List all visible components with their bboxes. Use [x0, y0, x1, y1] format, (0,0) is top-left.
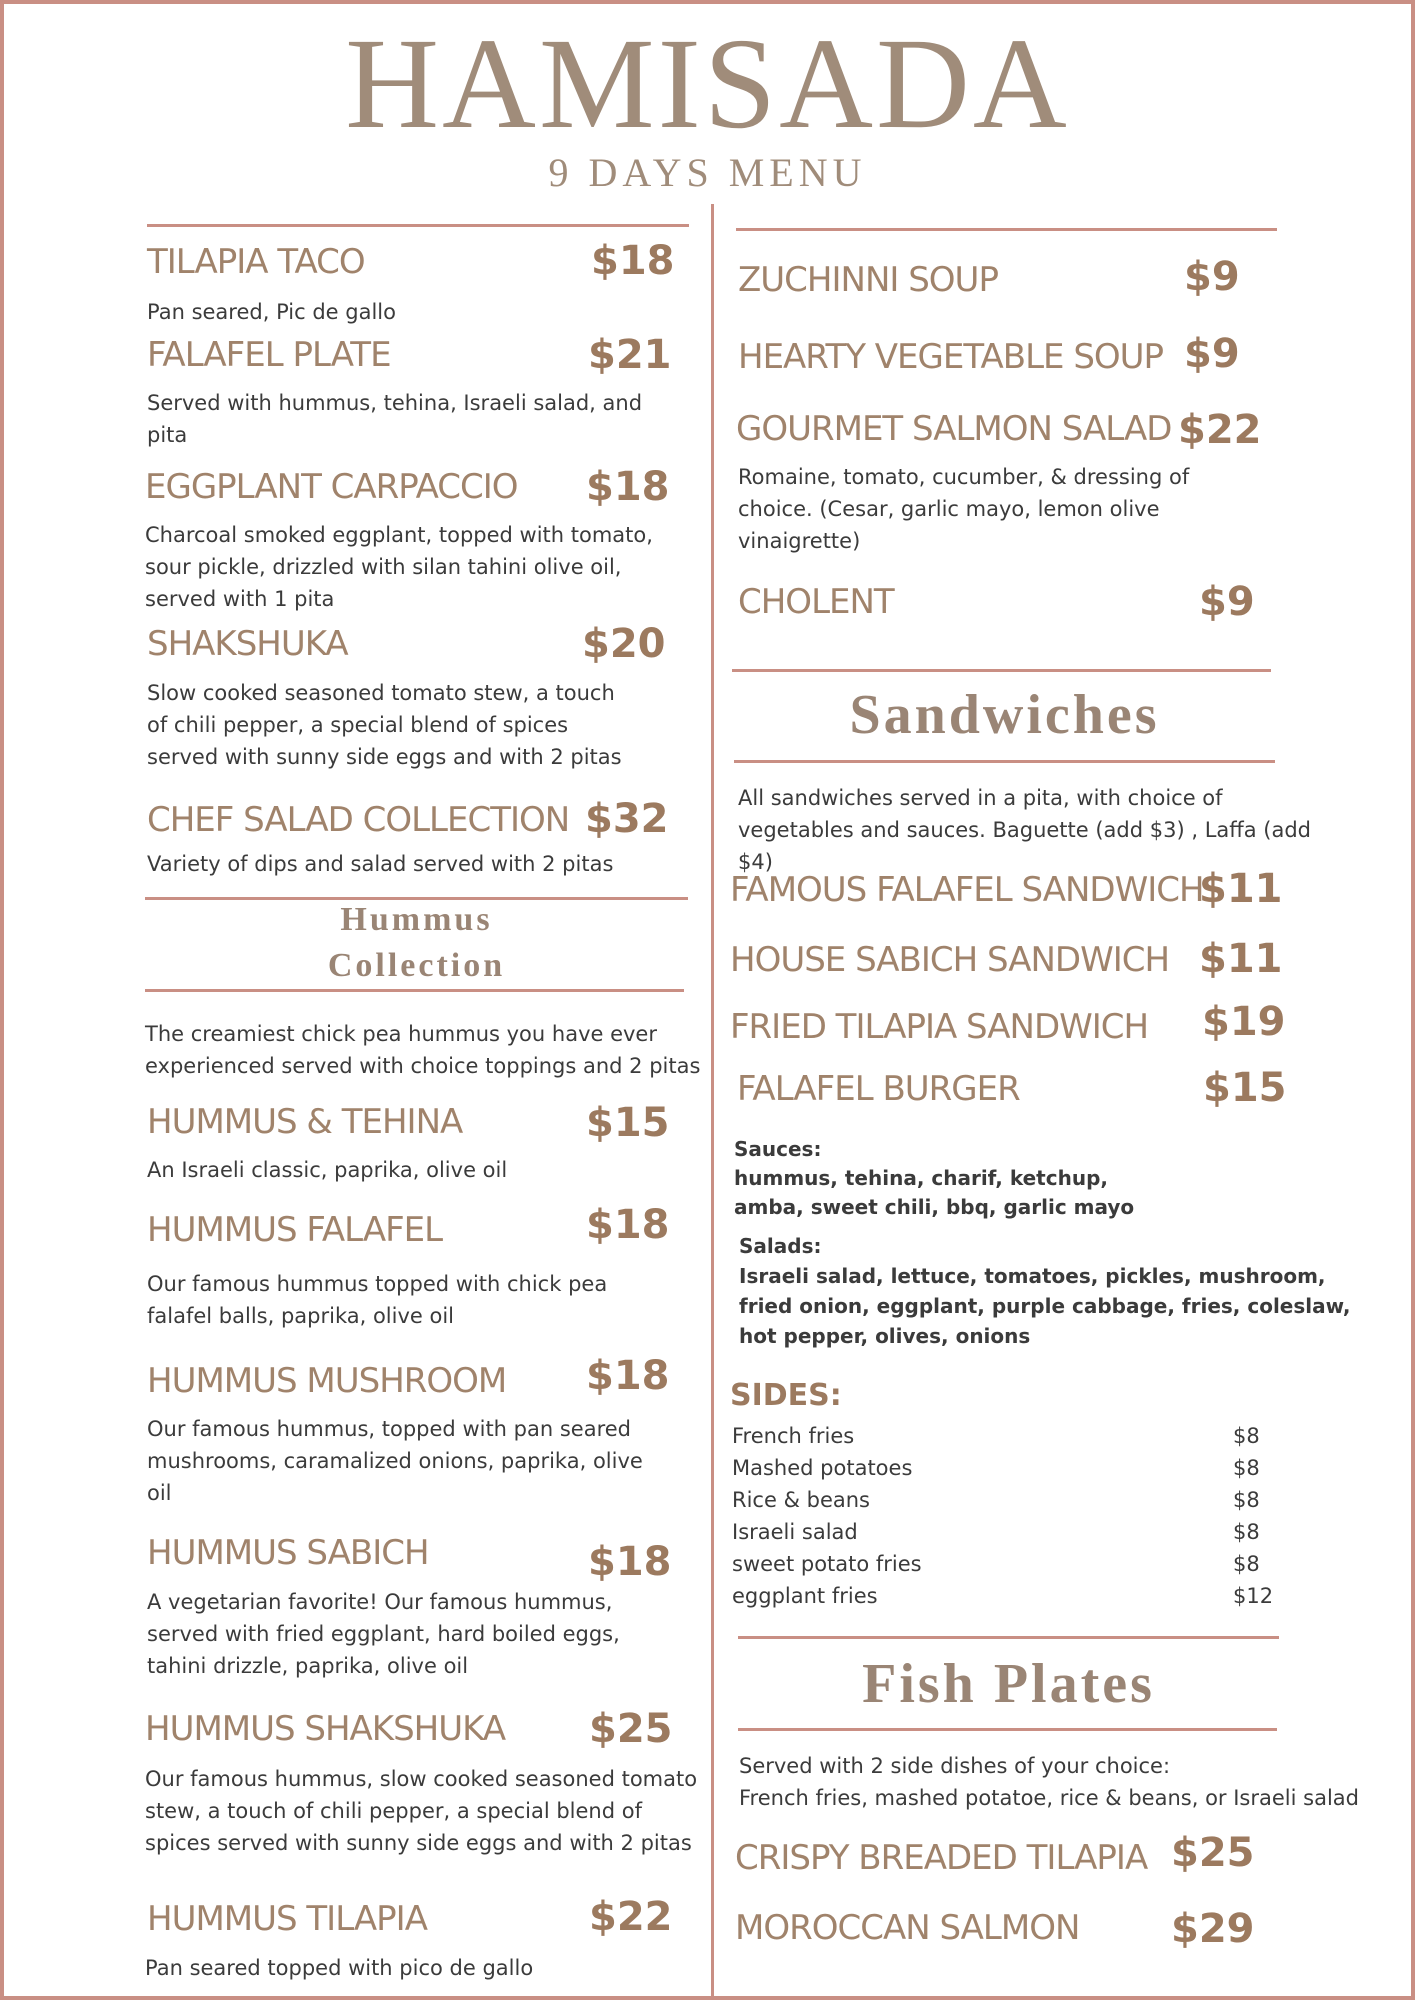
side-name: French fries [732, 1424, 855, 1448]
sides-title: SIDES: [730, 1378, 842, 1413]
item-name: FAMOUS FALAFEL SANDWICH [730, 870, 1204, 910]
item-price: $18 [586, 464, 670, 510]
divider-line [734, 760, 1275, 763]
divider-line [147, 224, 689, 227]
item-price: $19 [1202, 999, 1286, 1045]
item-price: $11 [1199, 936, 1283, 982]
item-description: Charcoal smoked eggplant, topped with tomato, sour pickle, drizzled with silan tahini olive oil, served with 1 pita [145, 523, 653, 611]
item-name: GOURMET SALMON SALAD [736, 409, 1172, 449]
item-description: Slow cooked seasoned tomato stew, a touch of chili pepper, a special blend of spices served with sunny side eggs and with 2 pitas [147, 681, 622, 769]
item-price: $18 [591, 238, 675, 284]
side-price: $12 [1233, 1584, 1274, 1608]
fish-intro-line: Served with 2 side dishes of your choice: [739, 1754, 1171, 1778]
item-name: FALAFEL PLATE [147, 335, 391, 375]
item-description: Pan seared, Pic de gallo [147, 300, 396, 324]
item-name: HUMMUS & TEHINA [147, 1102, 463, 1142]
item-description: Our famous hummus topped with chick pea falafel balls, paprika, olive oil [147, 1272, 608, 1328]
item-description: An Israeli classic, paprika, olive oil [147, 1158, 508, 1182]
salads-info [739, 1231, 1379, 1351]
item-name: FRIED TILAPIA SANDWICH [730, 1007, 1149, 1047]
hummus-section-title [145, 897, 688, 989]
sandwiches-intro: All sandwiches served in a pita, with choice of vegetables and sauces. Baguette (add $3) , Laffa (add $4) [738, 786, 1311, 874]
divider-line [738, 1636, 1279, 1639]
fish-section-title: Fish Plates [862, 1653, 1155, 1715]
divider-line [145, 989, 684, 992]
column-divider [711, 204, 714, 2000]
item-description: Pan seared topped with pico de gallo [145, 1956, 534, 1980]
side-row [732, 1552, 1272, 1576]
item-name: FALAFEL BURGER [737, 1069, 1020, 1109]
item-price: $22 [1178, 407, 1262, 453]
hummus-intro: The creamiest chick pea hummus you have ever experienced served with choice toppings and 2 pitas [145, 1022, 701, 1078]
side-price: $8 [1233, 1456, 1260, 1480]
divider-line [732, 669, 1271, 672]
sauces-label: Sauces: [734, 1137, 822, 1161]
salads-label: Salads: [739, 1234, 822, 1258]
side-name: Mashed potatoes [732, 1456, 913, 1480]
item-name: CRISPY BREADED TILAPIA [735, 1838, 1148, 1878]
item-description: Variety of dips and salad served with 2 pitas [147, 852, 614, 876]
item-name: HOUSE SABICH SANDWICH [730, 940, 1170, 980]
item-description: Our famous hummus, slow cooked seasoned tomato stew, a touch of chili pepper, a special blend of spices served with sunny side eggs and with 2 pitas [145, 1767, 698, 1855]
item-name: EGGPLANT CARPACCIO [145, 467, 518, 507]
fish-intro [739, 1750, 1379, 1814]
item-price: $15 [586, 1100, 670, 1146]
item-price: $18 [586, 1353, 670, 1399]
item-price: $15 [1203, 1065, 1287, 1111]
item-price: $25 [1171, 1830, 1255, 1876]
item-name: HUMMUS SABICH [147, 1533, 429, 1573]
item-name: ZUCHINNI SOUP [738, 260, 998, 300]
side-name: Rice & beans [732, 1488, 870, 1512]
item-name: HUMMUS TILAPIA [147, 1899, 427, 1939]
item-name: TILAPIA TACO [147, 242, 365, 282]
side-row [732, 1584, 1272, 1608]
side-name: sweet potato fries [732, 1552, 922, 1576]
item-price: $20 [582, 621, 666, 667]
item-name: MOROCCAN SALMON [735, 1908, 1080, 1948]
side-row [732, 1520, 1272, 1544]
item-name: CHOLENT [738, 582, 894, 622]
divider-line [738, 1728, 1277, 1731]
side-price: $8 [1233, 1552, 1260, 1576]
section-title-line: Collection [327, 947, 506, 984]
side-name: Israeli salad [732, 1520, 858, 1544]
item-price: $9 [1184, 331, 1240, 377]
sauces-info [734, 1135, 1154, 1222]
item-name: HUMMUS FALAFEL [147, 1210, 443, 1250]
item-name: HUMMUS SHAKSHUKA [145, 1709, 506, 1749]
item-description: Served with hummus, tehina, Israeli salad, and pita [147, 391, 643, 447]
menu-subtitle: 9 DAYS MENU [548, 150, 867, 195]
item-price: $9 [1199, 579, 1255, 625]
item-description: Romaine, tomato, cucumber, & dressing of choice. (Cesar, garlic mayo, lemon olive vinaigrette) [738, 465, 1190, 553]
item-price: $29 [1171, 1906, 1255, 1952]
fish-intro-line: French fries, mashed potatoe, rice & beans, or Israeli salad [739, 1786, 1359, 1810]
item-name: HEARTY VEGETABLE SOUP [738, 337, 1164, 377]
item-description: Our famous hummus, topped with pan seared mushrooms, caramalized onions, paprika, olive oil [147, 1417, 643, 1505]
item-price: $21 [588, 332, 672, 378]
sauces-list: hummus, tehina, charif, ketchup, amba, sweet chili, bbq, garlic mayo [734, 1166, 1135, 1219]
item-description: A vegetarian favorite! Our famous hummus, served with fried eggplant, hard boiled eggs, tahini drizzle, paprika, olive oil [147, 1590, 620, 1678]
side-row [732, 1424, 1272, 1448]
item-price: $25 [589, 1706, 673, 1752]
side-price: $8 [1233, 1488, 1260, 1512]
side-row [732, 1456, 1272, 1480]
item-name: CHEF SALAD COLLECTION [147, 800, 570, 840]
restaurant-title: HAMISADA [345, 12, 1070, 156]
item-price: $32 [585, 796, 669, 842]
side-price: $8 [1233, 1520, 1260, 1544]
item-name: SHAKSHUKA [147, 624, 348, 664]
item-name: HUMMUS MUSHROOM [147, 1361, 507, 1401]
side-row [732, 1488, 1272, 1512]
side-price: $8 [1233, 1424, 1260, 1448]
item-price: $9 [1184, 254, 1240, 300]
salads-list: Israeli salad, lettuce, tomatoes, pickles, mushroom, fried onion, eggplant, purple cabbage, fries, coleslaw, hot pepper, olives, onions [739, 1264, 1351, 1348]
item-price: $11 [1199, 866, 1283, 912]
divider-line [736, 228, 1277, 231]
side-name: eggplant fries [732, 1584, 878, 1608]
item-price: $22 [589, 1894, 673, 1940]
item-price: $18 [588, 1539, 672, 1585]
sandwiches-section-title: Sandwiches [849, 684, 1160, 746]
item-price: $18 [586, 1202, 670, 1248]
section-title-line: Hummus [340, 901, 493, 938]
